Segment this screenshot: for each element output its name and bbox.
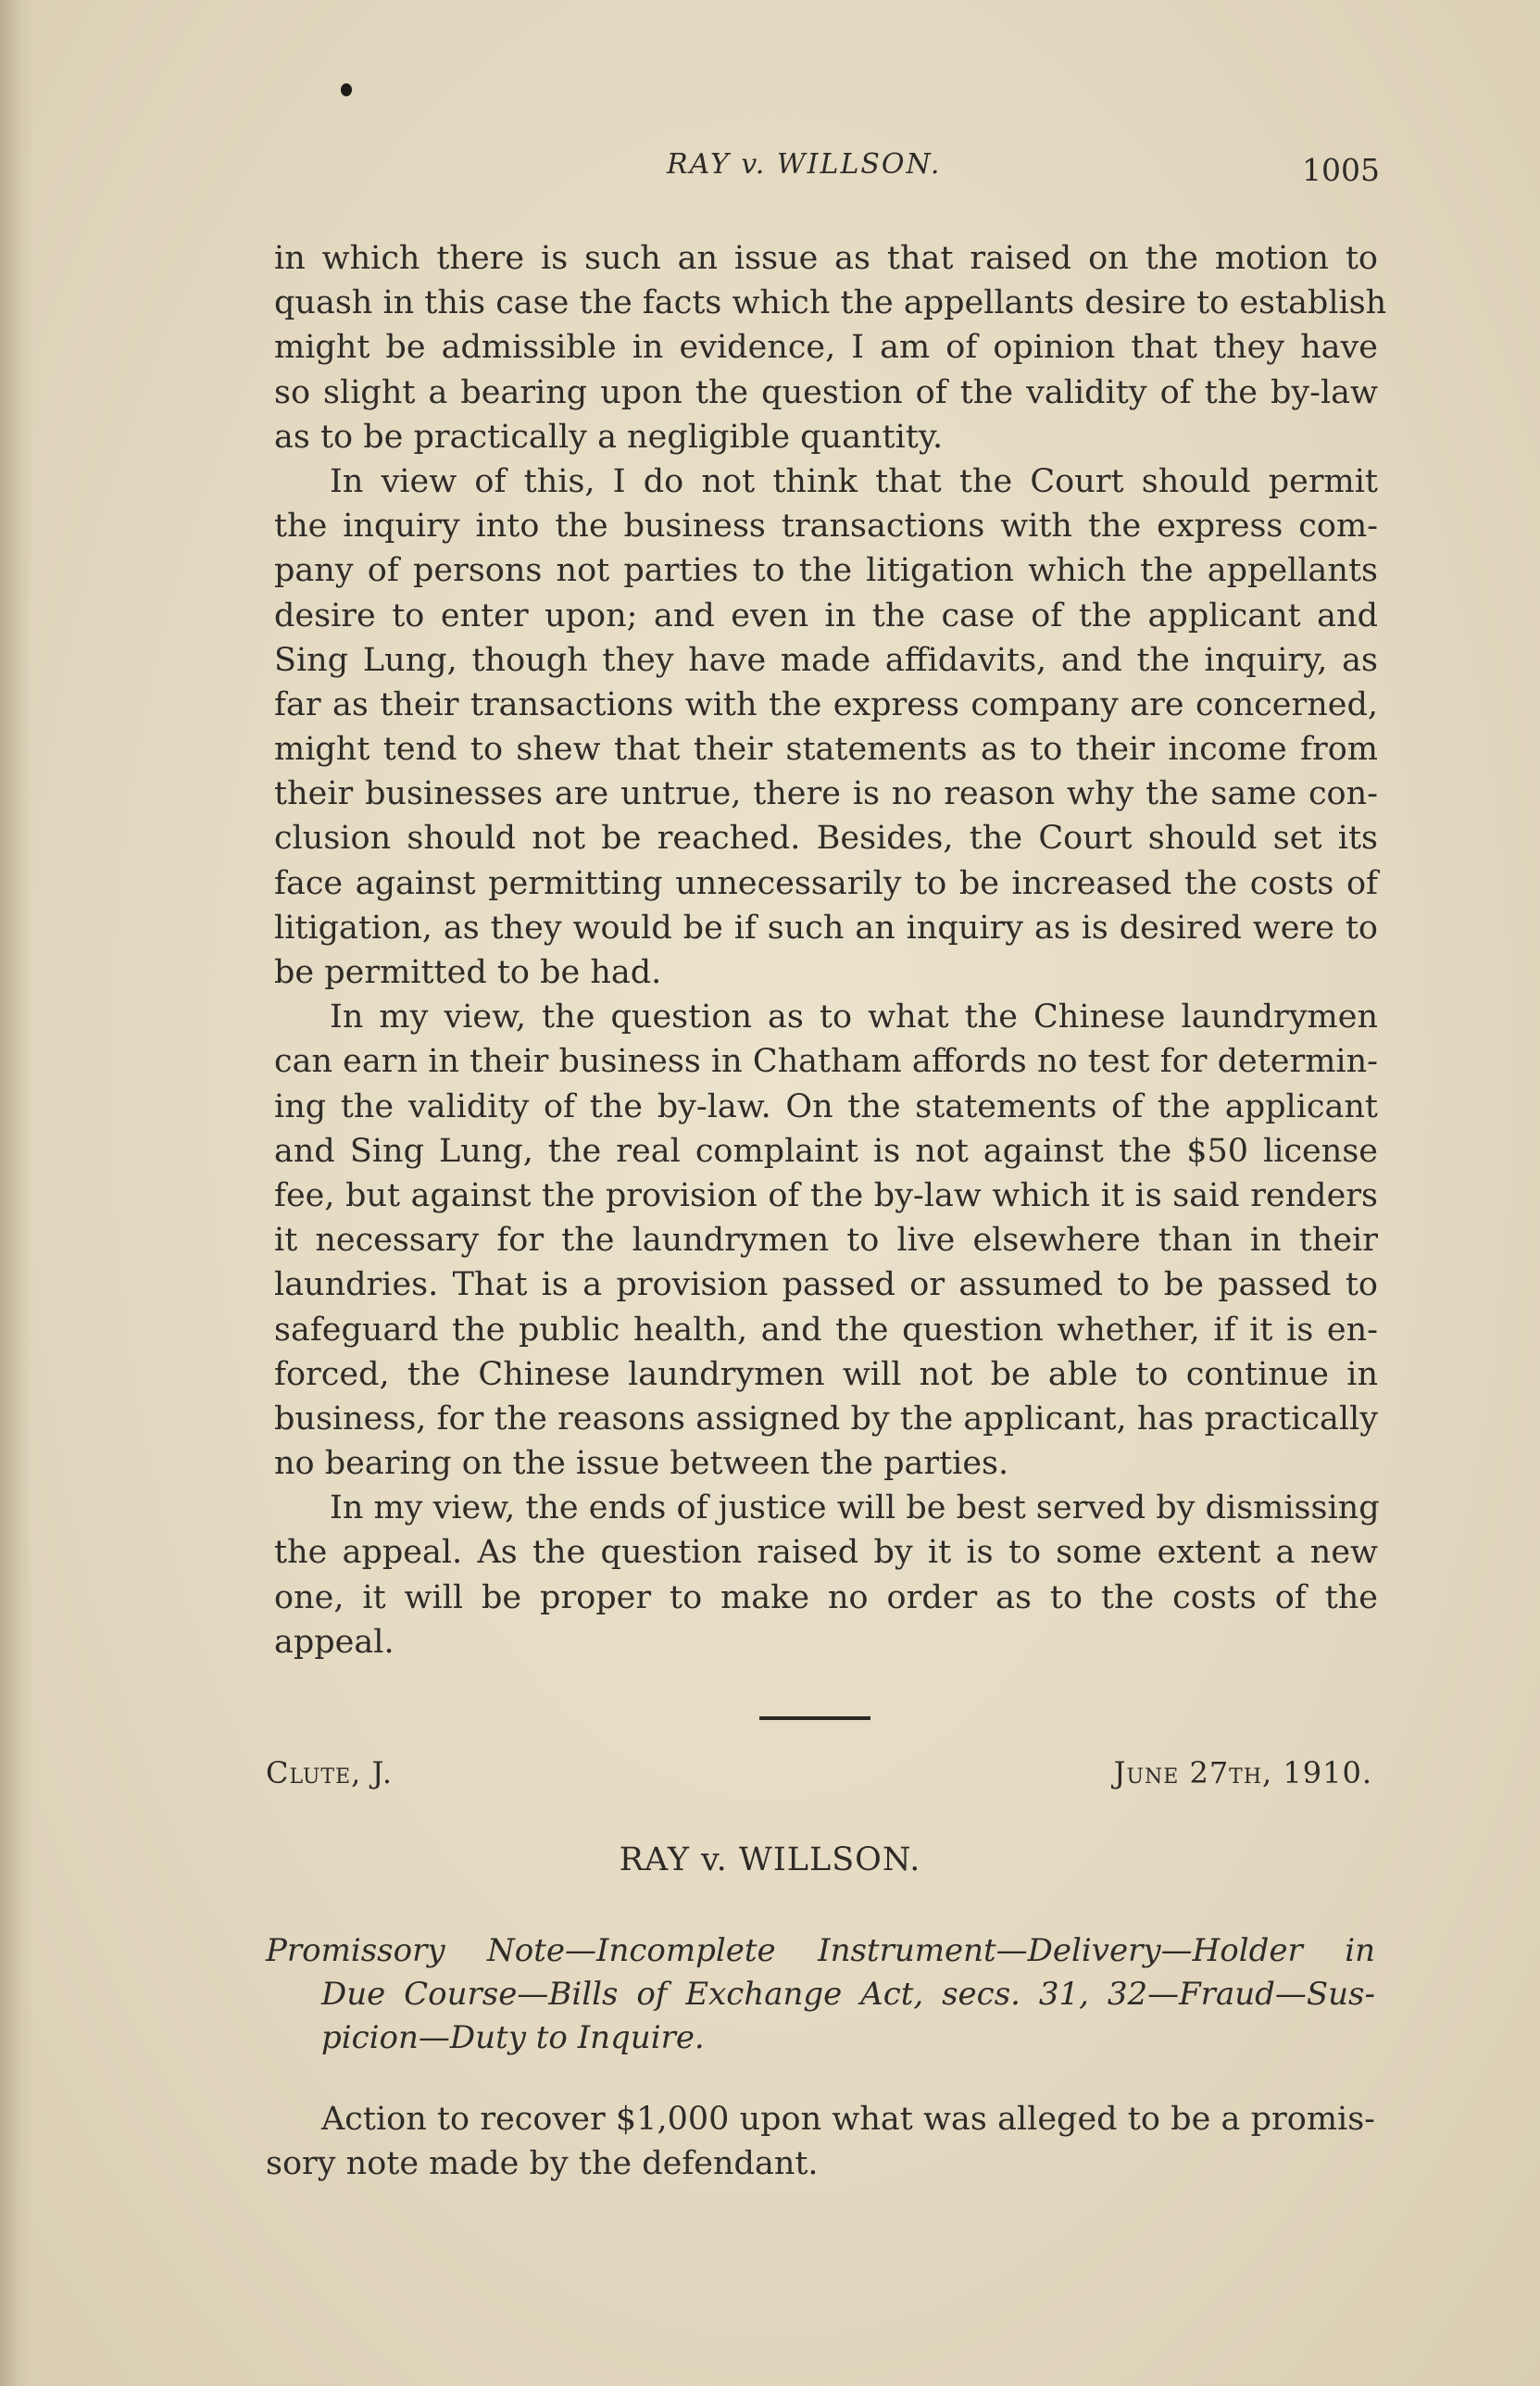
body-line: ing the validity of the by-law. On the statements of the applicant [274, 1087, 1378, 1125]
body-line: fee, but against the provision of the by-law which it is said renders [274, 1176, 1378, 1214]
body-line: one, it will be proper to make no order as to the costs of the [274, 1578, 1378, 1616]
body-line: desire to enter upon; and even in the case of the applicant and [274, 596, 1378, 634]
body-line: might tend to shew that their statements as to their income from [274, 731, 1378, 769]
page-number: 1005 [1302, 152, 1380, 188]
body-line: In my view, the question as to what the Chinese laundrymen [330, 998, 1378, 1036]
headnote [266, 1929, 1375, 2060]
body-line: it necessary for the laundrymen to live elsewhere than in their [274, 1222, 1378, 1260]
body-line: can earn in their business in Chatham affords no test for determin- [274, 1043, 1378, 1081]
action-line: sory note made by the defendant. [266, 2145, 819, 2182]
body-line: as to be practically a negligible quantity. [274, 418, 944, 456]
case-title: RAY v. WILLSON. [619, 1841, 921, 1878]
action-line: Action to recover $1,000 upon what was alleged to be a promis- [321, 2101, 1375, 2138]
section-divider [759, 1716, 870, 1720]
body-line: face against permitting unnecessarily to be increased the costs of [274, 864, 1378, 902]
body-line: laundries. That is a provision passed or assumed to be passed to [274, 1266, 1378, 1304]
body-line: their businesses are untrue, there is no reason why the same con- [274, 775, 1378, 813]
body-line: be permitted to be had. [274, 954, 662, 991]
body-line: In my view, the ends of justice will be best served by dismissing [330, 1489, 1380, 1527]
case-meta [266, 1755, 1372, 1802]
body-line: the appeal. As the question raised by it is to some extent a new [274, 1534, 1378, 1572]
body-line: far as their transactions with the express company are concerned, [274, 685, 1378, 723]
body-line: so slight a bearing upon the question of the validity of the by-law [274, 373, 1378, 411]
headnote-line: Due Course—Bills of Exchange Act, secs. 31, 32—Fraud—Sus- [321, 1976, 1375, 2013]
body-line: and Sing Lung, the real complaint is not against the $50 license [274, 1132, 1378, 1170]
action-paragraph [266, 2097, 1375, 2186]
body-line: in which there is such an issue as that raised on the motion to [274, 240, 1378, 277]
body-line: the inquiry into the business transactions with the express com- [274, 508, 1378, 546]
judge-name: Clute, J. [266, 1755, 394, 1790]
body-line: In view of this, I do not think that the Court should permit [330, 462, 1378, 500]
body-line: safeguard the public health, and the question whether, if it is en- [274, 1311, 1378, 1349]
headnote-line: Promissory Note—Incomplete Instrument—Delivery—Holder in [266, 1932, 1375, 1969]
ink-dot-mark [341, 83, 352, 96]
gutter-shadow [0, 0, 33, 2386]
judgment-date: June 27th, 1910. [1113, 1755, 1372, 1790]
body-line: forced, the Chinese laundrymen will not be able to continue in [274, 1355, 1378, 1393]
body-line: no bearing on the issue between the parties. [274, 1445, 1009, 1483]
body-line: litigation, as they would be if such an inquiry as is desired were to [274, 909, 1378, 947]
body-line: business, for the reasons assigned by the applicant, has practically [274, 1400, 1378, 1438]
body-line: quash in this case the facts which the appellants desire to establish [274, 284, 1387, 322]
running-title: RAY v. WILLSON. [667, 148, 942, 181]
body-line: Sing Lung, though they have made affidavits, and the inquiry, as [274, 641, 1378, 679]
running-head [278, 148, 1380, 195]
body-line: appeal. [274, 1623, 394, 1661]
body-line: clusion should not be reached. Besides, the Court should set its [274, 820, 1378, 858]
body-line: pany of persons not parties to the litigation which the appellants [274, 552, 1378, 590]
body-text [274, 236, 1387, 1664]
body-line: might be admissible in evidence, I am of opinion that they have [274, 329, 1378, 367]
headnote-line: picion—Duty to Inquire. [321, 2019, 705, 2056]
